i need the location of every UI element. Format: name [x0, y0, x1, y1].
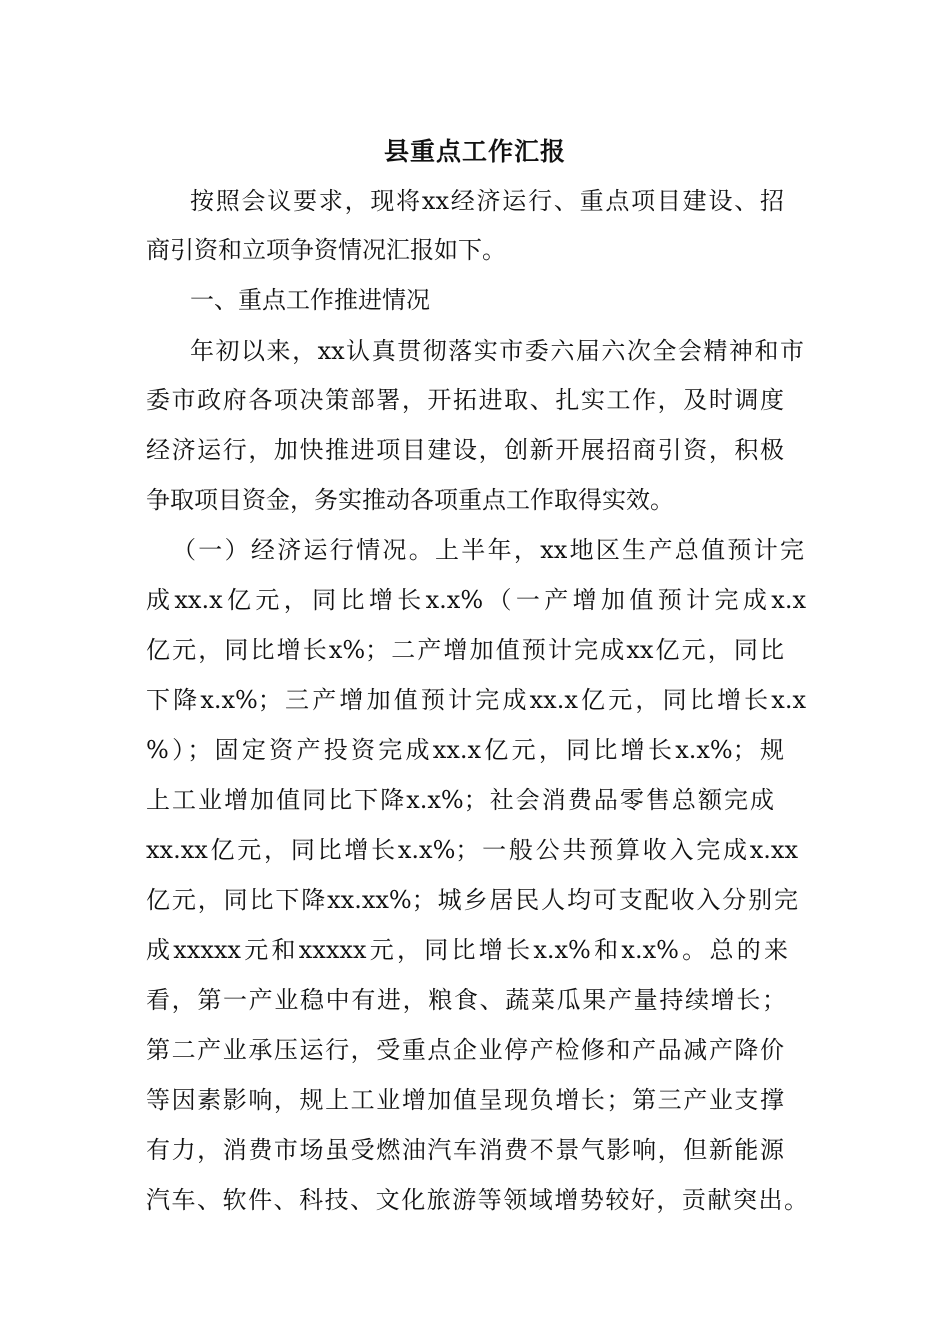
paragraph-line: 商引资和立项争资情况汇报如下。 [146, 236, 506, 264]
paragraph-line: 争取项目资金，务实推动各项重点工作取得实效。 [146, 486, 674, 514]
paragraph-line: %）；固定资产投资完成xx.x亿元，同比增长x.x%；规 [146, 736, 784, 764]
paragraph-line: 有力，消费市场虽受燃油汽车消费不景气影响，但新能源 [146, 1136, 784, 1164]
paragraph-line: 经济运行，加快推进项目建设，创新开展招商引资，积极 [146, 436, 784, 464]
paragraph-line: xx.xx亿元，同比增长x.x%；一般公共预算收入完成x.xx [146, 836, 798, 864]
paragraph-line: 下降x.x%；三产增加值预计完成xx.x亿元，同比增长x.x [146, 686, 806, 714]
paragraph-line: 亿元，同比增长x%；二产增加值预计完成xx亿元，同比 [146, 636, 784, 664]
paragraph-line: 上工业增加值同比下降x.x%；社会消费品零售总额完成 [146, 786, 774, 814]
paragraph-line: 成xxxxx元和xxxxx元，同比增长x.x%和x.x%。总的来 [146, 936, 788, 964]
section-heading: 一、重点工作推进情况 [190, 286, 430, 314]
paragraph-line: 年初以来，xx认真贯彻落实市委六届六次全会精神和市 [190, 337, 804, 365]
paragraph-line: 等因素影响，规上工业增加值呈现负增长；第三产业支撑 [146, 1086, 784, 1114]
paragraph-line: 看，第一产业稳中有进，粮食、蔬菜瓜果产量持续增长； [146, 986, 786, 1014]
paragraph-line: 汽车、软件、科技、文化旅游等领域增势较好，贡献突出。 [146, 1186, 808, 1214]
paragraph-line: 按照会议要求，现将xx经济运行、重点项目建设、招 [190, 187, 784, 215]
paragraph-line: （一）经济运行情况。上半年，xx地区生产总值预计完 [172, 536, 804, 564]
paragraph-line: 亿元，同比下降xx.xx%；城乡居民人均可支配收入分别完 [146, 886, 798, 914]
document-title: 县重点工作汇报 [383, 137, 566, 166]
paragraph-line: 第二产业承压运行，受重点企业停产检修和产品减产降价 [146, 1036, 784, 1064]
paragraph-line: 成xx.x亿元，同比增长x.x%（一产增加值预计完成x.x [146, 586, 806, 614]
paragraph-line: 委市政府各项决策部署，开拓进取、扎实工作，及时调度 [146, 386, 784, 414]
